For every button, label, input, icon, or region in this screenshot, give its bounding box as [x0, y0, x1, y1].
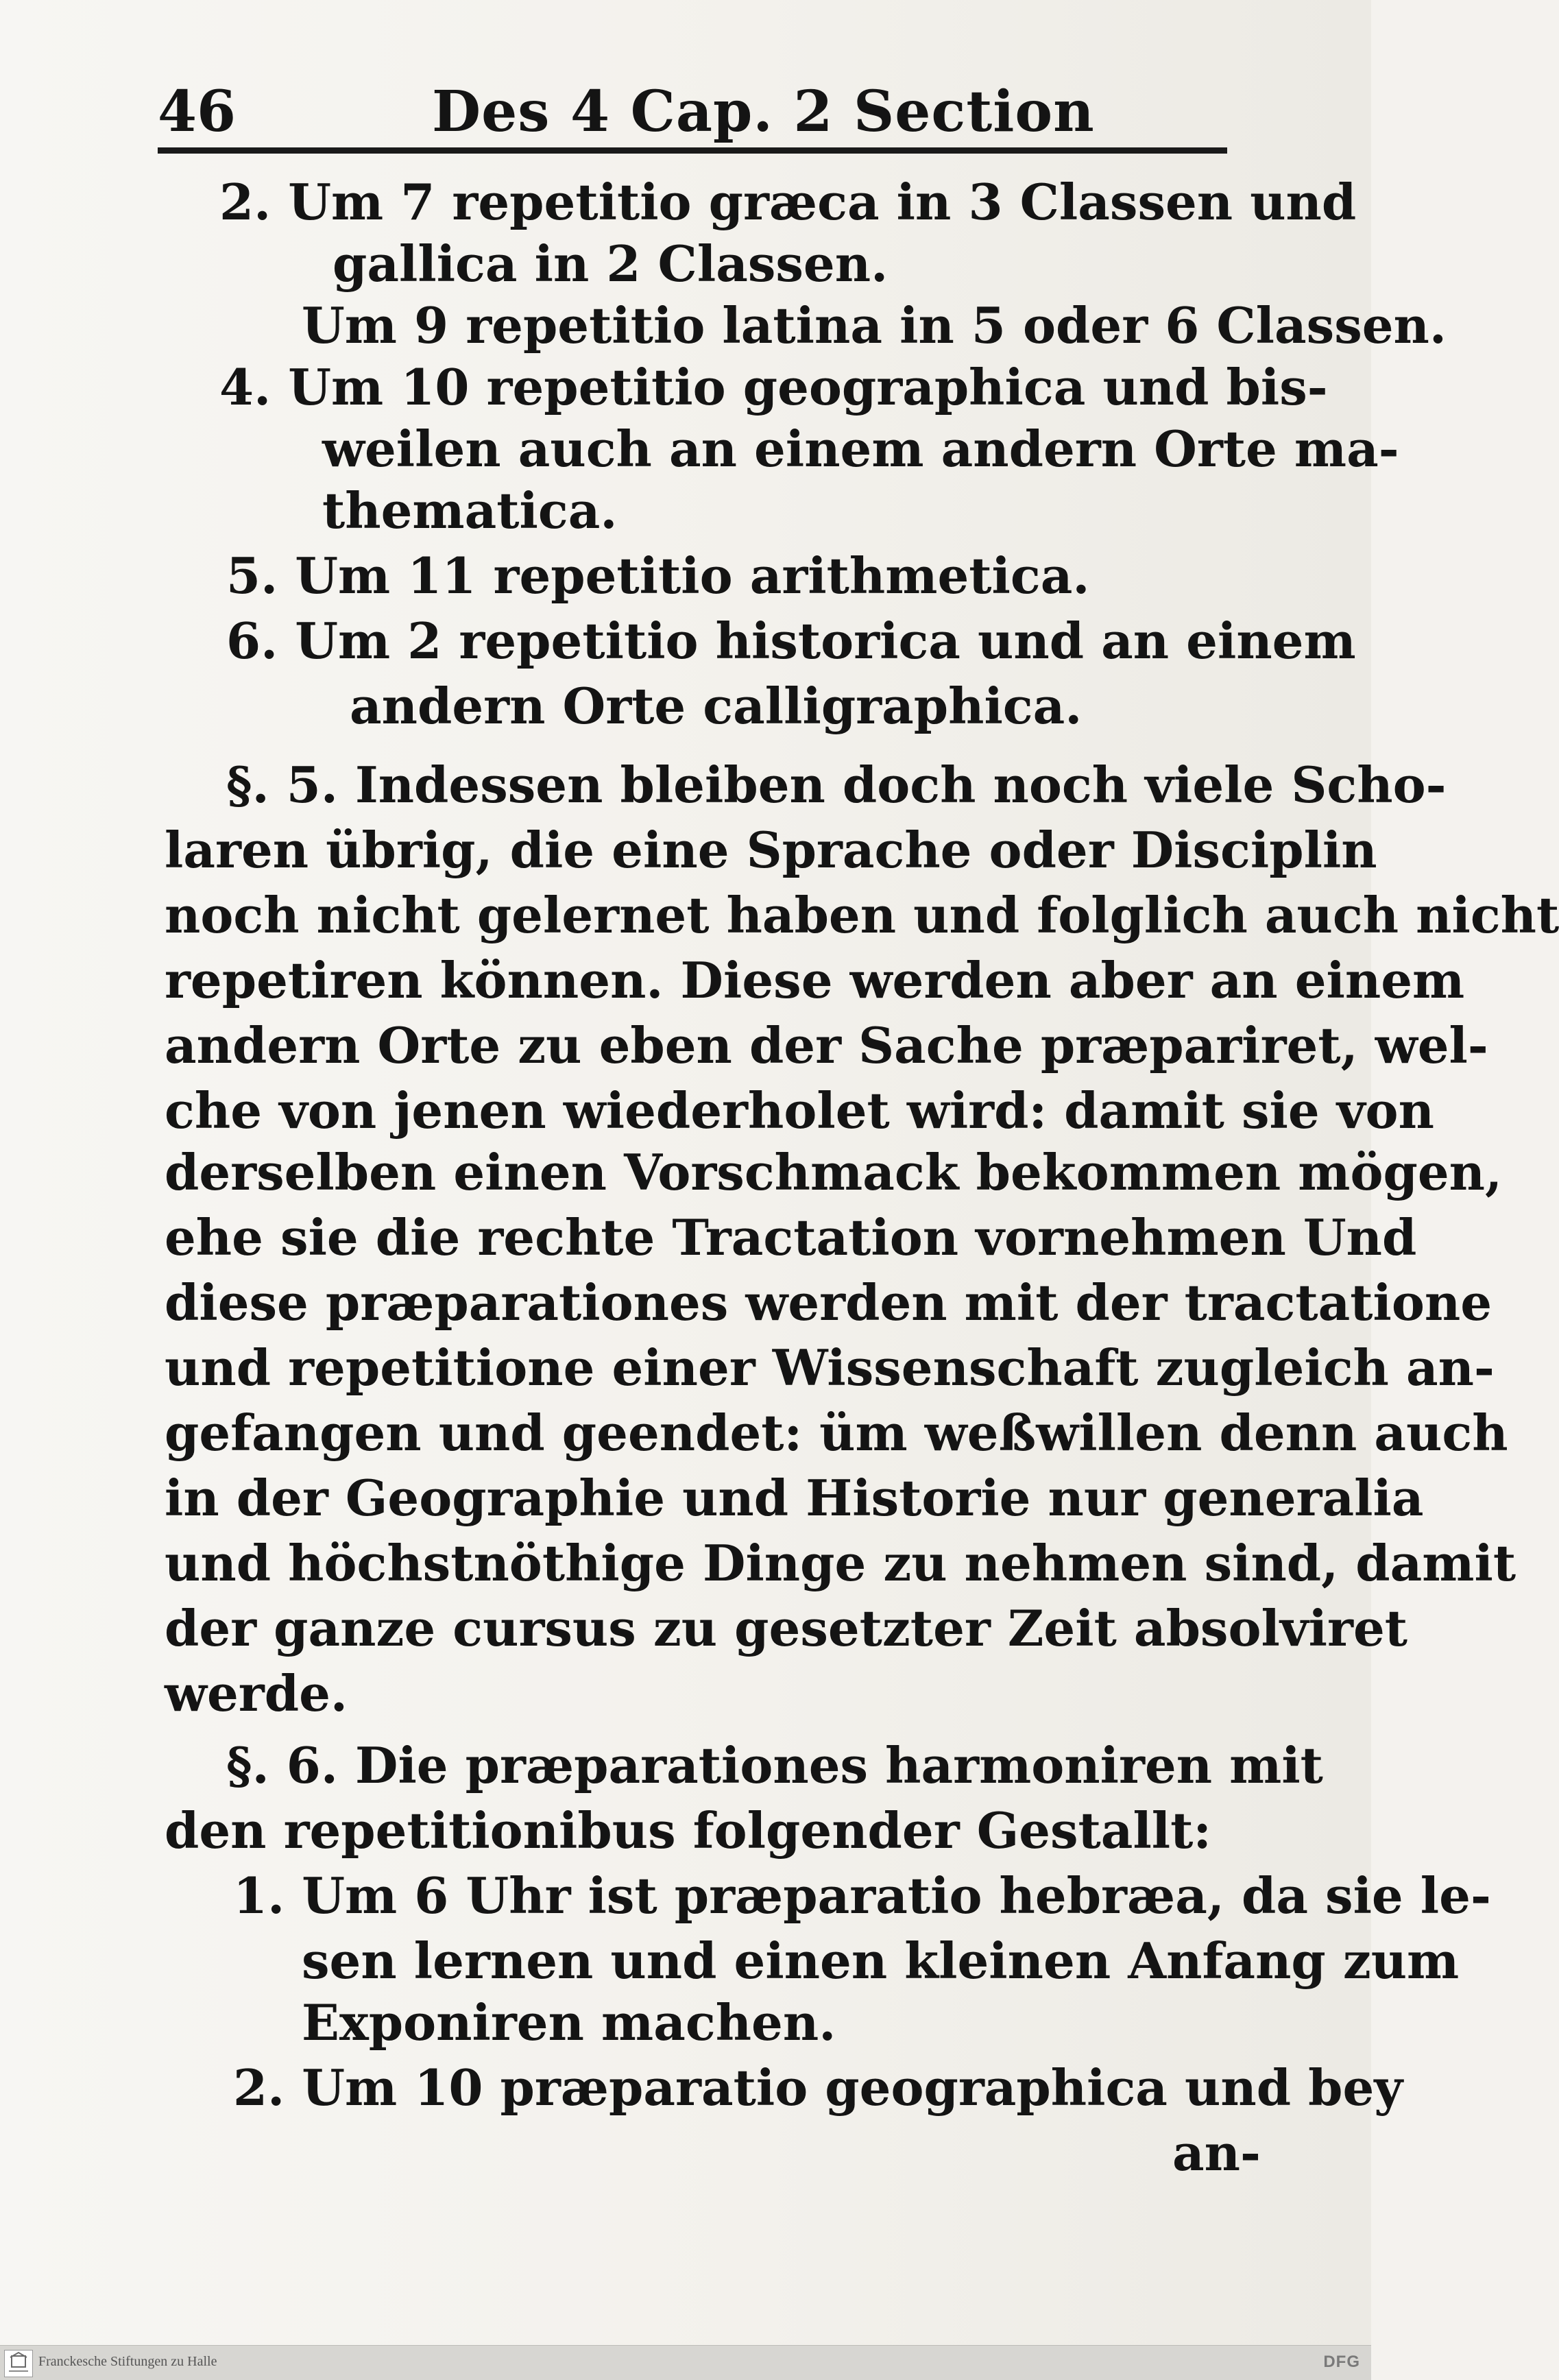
text-line: 6. Um 2 repetitio historica und an einem: [226, 612, 1356, 670]
header-rule: [158, 147, 1227, 154]
text-line: diese præparationes werden mit der tractatione: [165, 1273, 1492, 1332]
text-line: repetiren können. Diese werden aber an einem: [165, 951, 1465, 1009]
text-line: 1. Um 6 Uhr ist præparatio hebræa, da sie le-: [233, 1866, 1491, 1925]
text-line: 4. Um 10 repetitio geographica und bis-: [219, 358, 1328, 416]
dfg-logo: DFG: [1323, 2353, 1360, 2371]
text-line: laren übrig, die eine Sprache oder Disciplin: [165, 821, 1377, 879]
text-line: thematica.: [322, 481, 618, 540]
text-line: gallica in 2 Classen.: [333, 235, 889, 293]
library-name: Franckesche Stiftungen zu Halle: [38, 2354, 217, 2369]
franckesche-stiftungen-logo-icon: [4, 2350, 33, 2377]
text-line: in der Geographie und Historie nur generalia: [165, 1469, 1424, 1527]
text-line: weilen auch an einem andern Orte ma-: [322, 420, 1399, 478]
text-line: andern Orte zu eben der Sache præpariret, wel-: [165, 1016, 1488, 1074]
text-line: Um 9 repetitio latina in 5 oder 6 Classen.: [302, 296, 1447, 354]
page-number: 46: [158, 79, 237, 145]
text-line: derselben einen Vorschmack bekommen mögen,: [165, 1143, 1503, 1201]
text-line: §. 5. Indessen bleiben doch noch viele Scho-: [226, 756, 1447, 814]
text-line: sen lernen und einen kleinen Anfang zum: [302, 1932, 1460, 1990]
text-line: §. 6. Die præparationes harmoniren mit: [226, 1736, 1323, 1794]
text-line: und repetitione einer Wissenschaft zugleich an-: [165, 1338, 1495, 1397]
text-line: den repetitionibus folgender Gestallt:: [165, 1801, 1211, 1860]
running-head: Des 4 Cap. 2 Section: [432, 79, 1095, 145]
text-line: noch nicht gelernet haben und folglich auch nicht: [165, 886, 1559, 944]
text-line: Exponiren machen.: [302, 1993, 836, 2052]
text-line: ehe sie die rechte Tractation vornehmen Und: [165, 1208, 1417, 1266]
catchword: an-: [1172, 2124, 1261, 2182]
text-line: che von jenen wiederholet wird: damit sie von: [165, 1081, 1434, 1140]
text-line: und höchstnöthige Dinge zu nehmen sind, damit: [165, 1534, 1516, 1592]
text-line: gefangen und geendet: üm weßwillen denn auch: [165, 1404, 1508, 1462]
text-line: 2. Um 7 repetitio græca in 3 Classen und: [219, 173, 1357, 231]
text-line: 5. Um 11 repetitio arithmetica.: [226, 546, 1090, 605]
page-header: [158, 65, 1227, 145]
text-line: der ganze cursus zu gesetzter Zeit absolviret: [165, 1599, 1408, 1657]
text-line: 2. Um 10 præparatio geographica und bey: [233, 2058, 1403, 2117]
text-line: werde.: [165, 1664, 348, 1722]
text-line: andern Orte calligraphica.: [350, 677, 1083, 735]
viewer-footer-bar: [0, 2345, 1371, 2380]
